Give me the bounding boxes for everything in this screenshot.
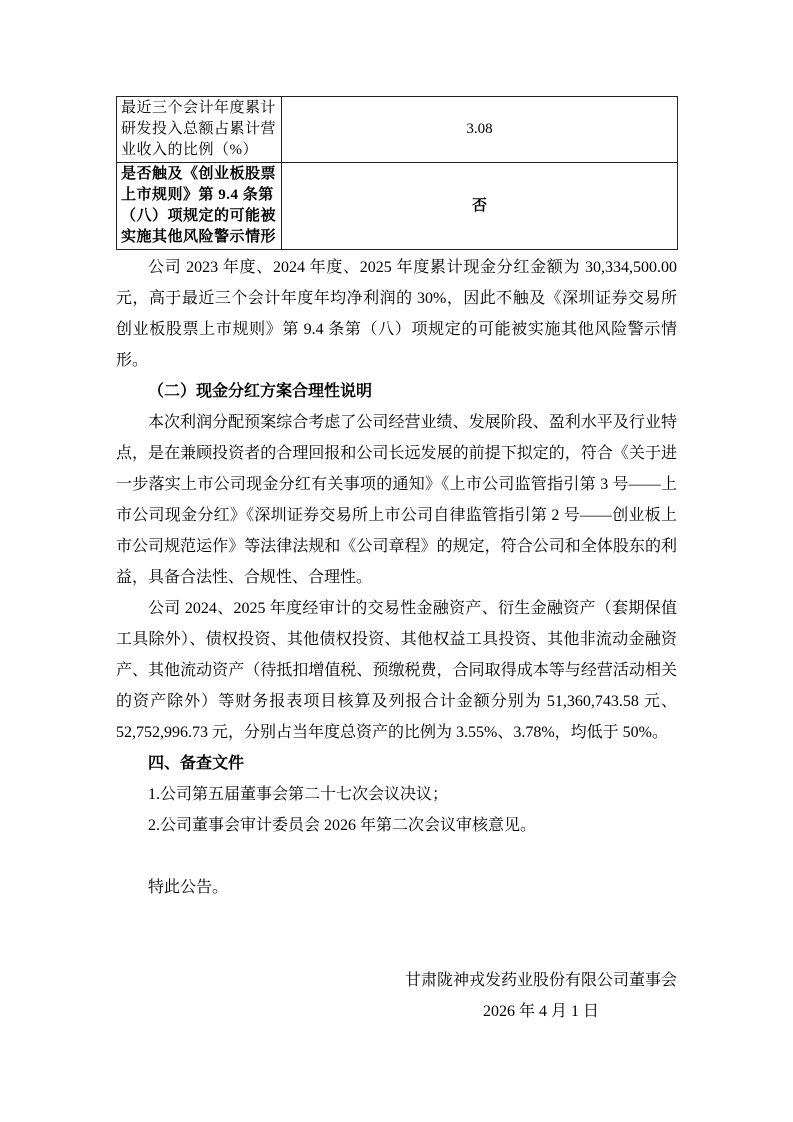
table-cell-rd-ratio-label: 最近三个会计年度累计研发投入总额占累计营业收入的比例（%） (117, 97, 282, 163)
signature-block (116, 965, 677, 1027)
paragraph-financial-assets: 公司 2024、2025 年度经审计的交易性金融资产、衍生金融资产（套期保值工具除外）、债权投资、其他债权投资、其他权益工具投资、其他非流动金融资产、其他流动资产（待抵扣增值税、预缴税费，合同取得成本等与经营活动相关的资产除外）等财务报表项目核算及列报合计金额分别为 51,360,743.58 元、52,752,996.73 元，分别占当年度总资产的比例为 3.55%、3.78%，均低于 50%。 (116, 600, 677, 741)
signature-inner (405, 965, 677, 1027)
paragraph-dividend-summary: 公司 2023 年度、2024 年度、2025 年度累计现金分红金额为 30,334,500.00 元，高于最近三个会计年度年均净利润的 30%，因此不触及《深圳证券交易所创业板股票上市规则》第 9.4 条第（八）项规定的可能被实施其他风险警示情形。 (116, 259, 677, 369)
table-row-rd-ratio (117, 97, 678, 163)
document-body (116, 252, 677, 1027)
table-cell-risk-warning-value: 否 (282, 163, 678, 250)
table-cell-rd-ratio-value: 3.08 (282, 97, 678, 163)
closing-announcement-text: 特此公告。 (148, 879, 229, 896)
table-cell-risk-warning-label: 是否触及《创业板股票上市规则》第 9.4 条第（八）项规定的可能被实施其他风险警示情形 (117, 163, 282, 250)
signature-date: 2026 年 4 月 1 日 (482, 1003, 599, 1020)
document-content (116, 96, 677, 1027)
heading-reference-documents: 四、备查文件 (148, 755, 245, 772)
heading-cash-dividend-rationality: （二）现金分红方案合理性说明 (148, 383, 373, 400)
signature-company-name: 甘肃陇神戎发药业股份有限公司董事会 (404, 972, 677, 989)
document-item-audit-committee: 2.公司董事会审计委员会 2026 年第二次会议审核意见。 (148, 817, 537, 834)
risk-indicator-table (116, 96, 678, 250)
table-row-risk-warning (117, 163, 678, 250)
document-item-board-resolution: 1.公司第五届董事会第二十七次会议决议； (148, 786, 449, 803)
paragraph-rationality-detail: 本次利润分配预案综合考虑了公司经营业绩、发展阶段、盈利水平及行业特点，是在兼顾投资者的合理回报和公司长远发展的前提下拟定的，符合《关于进一步落实上市公司现金分红有关事项的通知》《上市公司监管指引第 3 号——上市公司现金分红》《深圳证券交易所上市公司自律监管指引第 2 号——创业板上市公司规范运作》等法律法规和《公司章程》的规定，符合公司和全体股东的利益，具备合法性、合规性、合理性。 (116, 414, 677, 586)
